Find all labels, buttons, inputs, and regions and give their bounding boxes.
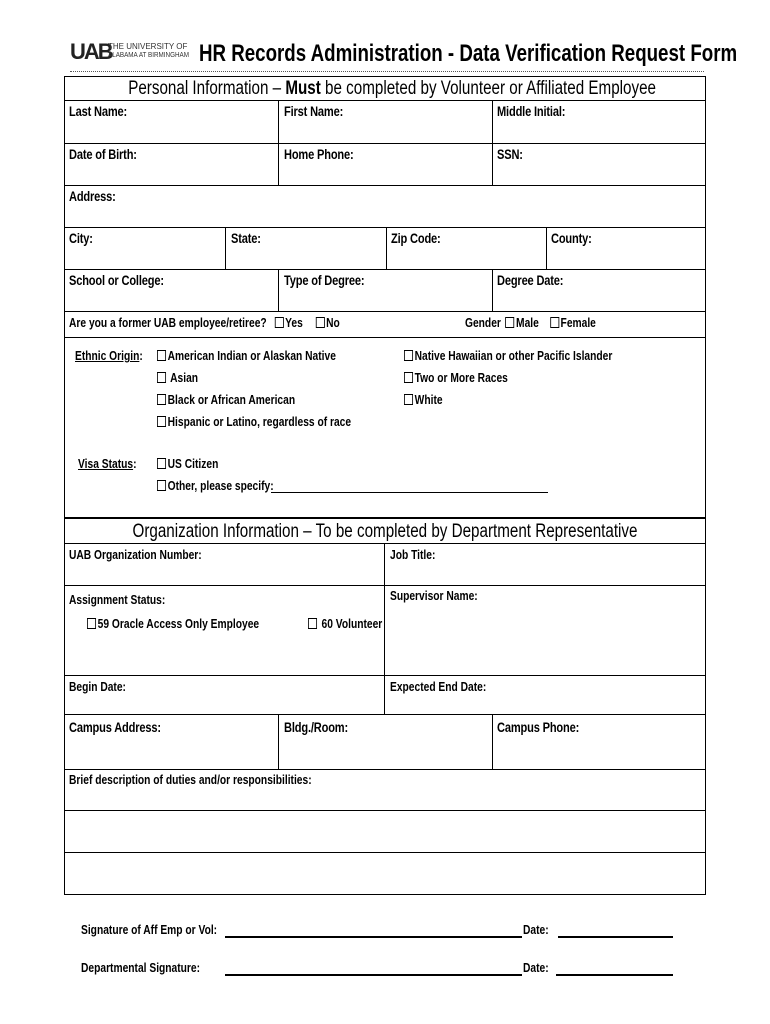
female-checkbox[interactable] bbox=[550, 317, 559, 328]
last-name-field[interactable]: Last Name: bbox=[69, 104, 128, 119]
visa-other-specify-line[interactable] bbox=[271, 492, 548, 493]
gender-row bbox=[465, 316, 596, 330]
aff-signature-line[interactable] bbox=[225, 936, 522, 938]
ethnic-option[interactable]: White bbox=[404, 393, 612, 415]
dob-field[interactable]: Date of Birth: bbox=[69, 147, 137, 162]
gender-label: Gender bbox=[465, 316, 501, 330]
degree-date-field[interactable]: Degree Date: bbox=[497, 273, 564, 288]
assignment-status-label: Assignment Status: bbox=[69, 593, 166, 607]
no-checkbox[interactable] bbox=[315, 317, 324, 328]
visa-us-citizen-option[interactable]: US Citizen bbox=[157, 457, 218, 471]
option-59-checkbox[interactable]: 59 Oracle Access Only Employee bbox=[87, 617, 259, 631]
page-title: HR Records Administration - Data Verification Request Form bbox=[199, 40, 738, 67]
ethnic-left-options bbox=[157, 349, 394, 437]
ethnic-option[interactable]: Asian bbox=[157, 371, 351, 393]
uab-logo bbox=[70, 39, 194, 64]
zip-field[interactable]: Zip Code: bbox=[391, 231, 441, 246]
org-number-field[interactable]: UAB Organization Number: bbox=[69, 548, 202, 562]
ethnic-option[interactable]: Hispanic or Latino, regardless of race bbox=[157, 415, 351, 437]
dept-date-label: Date: bbox=[523, 961, 549, 975]
visa-status-label: Visa Status: bbox=[78, 457, 137, 471]
duties-field[interactable]: Brief description of duties and/or responsibilities: bbox=[69, 773, 312, 787]
aff-date-label: Date: bbox=[523, 923, 549, 937]
male-label: Male bbox=[516, 316, 539, 330]
ethnic-option[interactable]: Black or African American bbox=[157, 393, 351, 415]
visa-other-option[interactable]: Other, please specify: bbox=[157, 479, 274, 493]
organization-info-section bbox=[64, 518, 706, 895]
county-field[interactable]: County: bbox=[551, 231, 592, 246]
aff-signature-label: Signature of Aff Emp or Vol: bbox=[81, 923, 218, 937]
former-employee-row bbox=[69, 316, 340, 330]
first-name-field[interactable]: First Name: bbox=[284, 104, 344, 119]
female-label: Female bbox=[560, 316, 596, 330]
logo-line-1: THE UNIVERSITY OF bbox=[108, 42, 188, 51]
org-header: Organization Information – To be completed by Department Representative bbox=[132, 521, 638, 542]
ethnic-option[interactable]: Two or More Races bbox=[404, 371, 612, 393]
job-title-field[interactable]: Job Title: bbox=[390, 548, 436, 562]
campus-address-field[interactable]: Campus Address: bbox=[69, 720, 161, 735]
ssn-field[interactable]: SSN: bbox=[497, 147, 523, 162]
yes-label: Yes bbox=[285, 316, 303, 330]
ethnic-origin-label: Ethnic Origin: bbox=[75, 349, 143, 363]
logo-mark: UAB bbox=[70, 39, 112, 64]
dept-signature-label: Departmental Signature: bbox=[81, 961, 201, 975]
aff-date-line[interactable] bbox=[558, 936, 673, 938]
ethnic-option[interactable]: American Indian or Alaskan Native bbox=[157, 349, 351, 371]
male-checkbox[interactable] bbox=[505, 317, 514, 328]
dept-date-line[interactable] bbox=[556, 974, 673, 976]
former-employee-question: Are you a former UAB employee/retiree? bbox=[69, 316, 267, 330]
ethnic-option[interactable]: Native Hawaiian or other Pacific Islander bbox=[404, 349, 612, 371]
expected-end-date-field[interactable]: Expected End Date: bbox=[390, 680, 487, 694]
ethnic-right-options bbox=[404, 349, 658, 415]
personal-header: Personal Information – Must be completed by Volunteer or Affiliated Employee bbox=[128, 78, 656, 99]
state-field[interactable]: State: bbox=[231, 231, 261, 246]
bldg-room-field[interactable]: Bldg./Room: bbox=[284, 720, 348, 735]
logo-line-2: ALABAMA AT BIRMINGHAM bbox=[108, 52, 189, 59]
middle-initial-field[interactable]: Middle Initial: bbox=[497, 104, 566, 119]
address-field[interactable]: Address: bbox=[69, 189, 116, 204]
city-field[interactable]: City: bbox=[69, 231, 93, 246]
school-field[interactable]: School or College: bbox=[69, 273, 164, 288]
option-60-checkbox[interactable]: 60 Volunteer bbox=[308, 617, 382, 631]
yes-checkbox[interactable] bbox=[274, 317, 283, 328]
supervisor-name-field[interactable]: Supervisor Name: bbox=[390, 589, 478, 603]
campus-phone-field[interactable]: Campus Phone: bbox=[497, 720, 580, 735]
no-label: No bbox=[326, 316, 340, 330]
degree-type-field[interactable]: Type of Degree: bbox=[284, 273, 365, 288]
dept-signature-line[interactable] bbox=[225, 974, 522, 976]
home-phone-field[interactable]: Home Phone: bbox=[284, 147, 354, 162]
begin-date-field[interactable]: Begin Date: bbox=[69, 680, 126, 694]
